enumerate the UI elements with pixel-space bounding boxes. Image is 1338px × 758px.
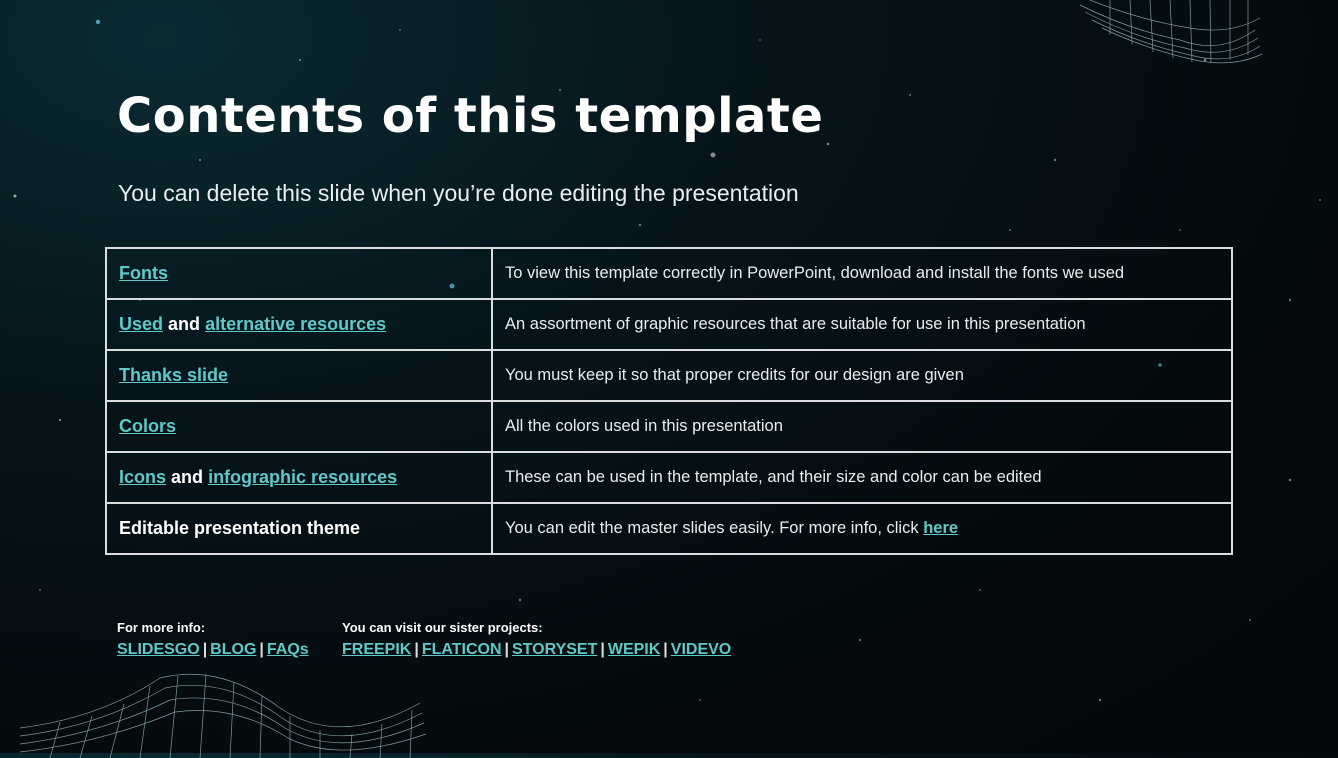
editable-theme-label: Editable presentation theme: [119, 518, 361, 538]
table-row: [106, 452, 1232, 503]
more-info-label: For more info:: [117, 620, 206, 635]
page-title: Contents of this template: [117, 88, 824, 144]
wireframe-mesh-top: [1070, 0, 1270, 70]
separator: |: [259, 641, 264, 658]
contents-table: [105, 247, 1233, 555]
row-title-cell: [106, 452, 492, 503]
flaticon-link[interactable]: FLATICON: [421, 641, 502, 658]
row-title-cell: [106, 248, 492, 299]
and-text: and: [171, 467, 204, 487]
blog-link[interactable]: BLOG: [210, 641, 257, 658]
videvo-link[interactable]: VIDEVO: [670, 641, 732, 658]
separator: |: [663, 641, 668, 658]
table-row: [106, 503, 1232, 554]
colors-link[interactable]: Colors: [119, 416, 177, 436]
table-row: [106, 299, 1232, 350]
sister-projects-label: You can visit our sister projects:: [342, 620, 543, 635]
row-description: All the colors used in this presentation: [492, 401, 1232, 452]
row-description: [492, 503, 1232, 554]
row-title-cell: [106, 401, 492, 452]
row-description: An assortment of graphic resources that are suitable for use in this presentation: [492, 299, 1232, 350]
separator: |: [202, 641, 208, 658]
more-info-footer: [117, 620, 309, 659]
freepik-link[interactable]: FREEPIK: [342, 641, 412, 658]
row-description: To view this template correctly in PowerPoint, download and install the fonts we used: [492, 248, 1232, 299]
separator: |: [414, 641, 419, 658]
here-link[interactable]: here: [923, 519, 959, 537]
row-title-cell: [106, 350, 492, 401]
alternative-resources-link[interactable]: alternative resources: [205, 314, 387, 334]
separator: |: [600, 641, 605, 658]
separator: |: [504, 641, 509, 658]
table-row: [106, 350, 1232, 401]
icons-link[interactable]: Icons: [119, 467, 167, 487]
page-subtitle: You can delete this slide when you’re done editing the presentation: [118, 180, 799, 206]
used-resources-link[interactable]: Used: [119, 314, 164, 334]
row-title-cell: [106, 299, 492, 350]
infographic-resources-link[interactable]: infographic resources: [208, 467, 398, 487]
more-info-links: [117, 641, 309, 659]
storyset-link[interactable]: STORYSET: [512, 641, 598, 658]
wepik-link[interactable]: WEPIK: [607, 641, 661, 658]
sister-projects-footer: [342, 620, 731, 659]
thanks-slide-link[interactable]: Thanks slide: [119, 365, 229, 385]
faqs-link[interactable]: FAQs: [266, 641, 309, 658]
table-row: [106, 401, 1232, 452]
row-description: These can be used in the template, and their size and color can be edited: [492, 452, 1232, 503]
wireframe-mesh-bottom: [20, 668, 430, 758]
row-title-cell: [106, 503, 492, 554]
slidesgo-link[interactable]: SLIDESGO: [117, 641, 200, 658]
fonts-link[interactable]: Fonts: [119, 263, 168, 283]
row-description-text: You can edit the master slides easily. For more info, click: [505, 519, 919, 537]
sister-projects-links: [342, 641, 731, 659]
table-row: [106, 248, 1232, 299]
row-description: You must keep it so that proper credits for our design are given: [492, 350, 1232, 401]
and-text: and: [168, 314, 201, 334]
